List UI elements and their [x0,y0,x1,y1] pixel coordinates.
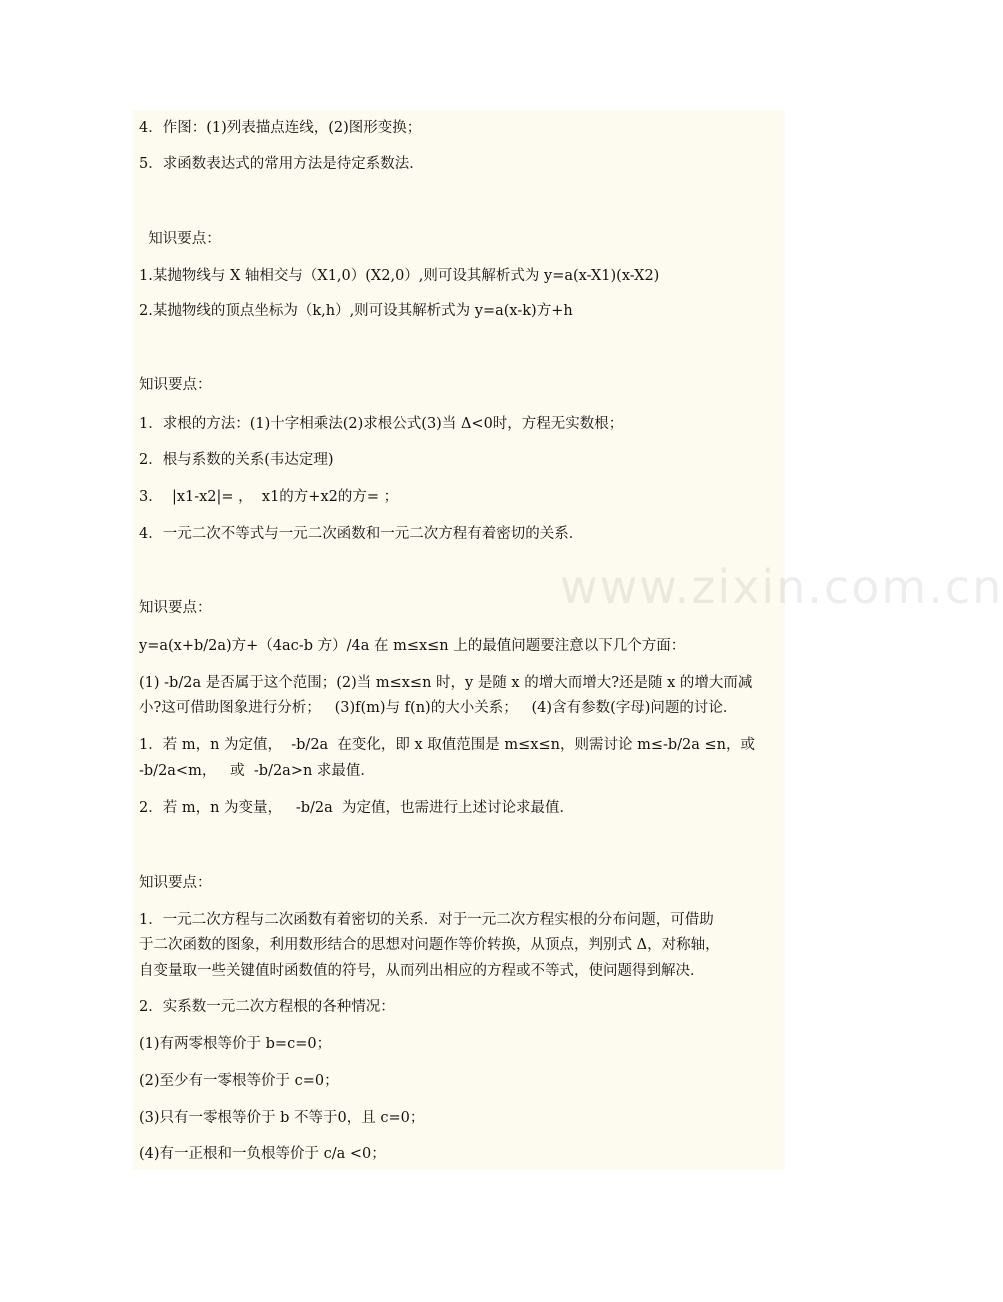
text-line: 2．根与系数的关系(韦达定理) [139,452,334,468]
watermark: www.zixin.com.cn [560,560,1003,614]
text-line: -b/2a<m， 或 -b/2a>n 求最值． [139,763,375,779]
text-line: 1．若 m，n 为定值， -b/2a 在变化，即 x 取值范围是 m≤x≤n，则需讨论 m≤-b/2a ≤n，或 [139,737,756,753]
text-line: (3)只有一零根等价于 b 不等于0，且 c=0； [139,1110,425,1126]
text-line: 2.某抛物线的顶点坐标为（k,h）,则可设其解析式为 y=a(x-k)方+h [139,303,573,319]
text-line: 小?这可借助图象进行分析； (3)f(m)与 f(n)的大小关系； (4)含有参数(字母)问题的讨论． [139,700,738,716]
text-line: y=a(x+b/2a)方+（4ac-b 方）/4a 在 m≤x≤n 上的最值问题要注意以下几个方面： [139,638,686,654]
text-line: 2．若 m，n 为变量， -b/2a 为定值，也需进行上述讨论求最值． [139,800,575,816]
text-line: 5．求函数表达式的常用方法是待定系数法． [139,156,424,172]
text-line: 1．一元二次方程与二次函数有着密切的关系．对于一元二次方程实根的分布问题，可借助 [139,912,714,928]
text-line: 于二次函数的图象，利用数形结合的思想对问题作等价转换，从顶点，判别式 Δ，对称轴， [139,937,720,953]
text-line: 1.某抛物线与 X 轴相交与（X1,0）(X2,0）,则可设其解析式为 y=a(x-X1)(x-X2) [139,268,660,284]
text-line: 自变量取一些关键值时函数值的符号，从而列出相应的方程或不等式，使问题得到解决． [139,963,705,979]
text-line: 4．一元二次不等式与一元二次函数和一元二次方程有着密切的关系． [139,526,584,542]
section-heading: 知识要点： [139,231,221,247]
section-heading: 知识要点： [139,875,212,891]
text-line: 1．求根的方法：(1)十字相乘法(2)求根公式(3)当 Δ<0时，方程无实数根； [139,416,624,432]
text-line: 2．实系数一元二次方程根的各种情况： [139,999,395,1015]
section-heading: 知识要点： [139,600,212,616]
text-line: (2)至少有一零根等价于 c=0； [139,1073,339,1089]
text-line: 3． |x1-x2|= ， x1的方+x2的方= ； [139,489,399,505]
text-line: (4)有一正根和一负根等价于 c/a <0； [139,1146,386,1162]
text-line: (1)有两零根等价于 b=c=0； [139,1036,332,1052]
section-heading: 知识要点： [139,377,212,393]
text-line: 4．作图：(1)列表描点连线，(2)图形变换； [139,120,422,136]
text-line: (1) -b/2a 是否属于这个范围；(2)当 m≤x≤n 时，y 是随 x 的增大而增大?还是随 x 的增大而减 [139,675,753,691]
